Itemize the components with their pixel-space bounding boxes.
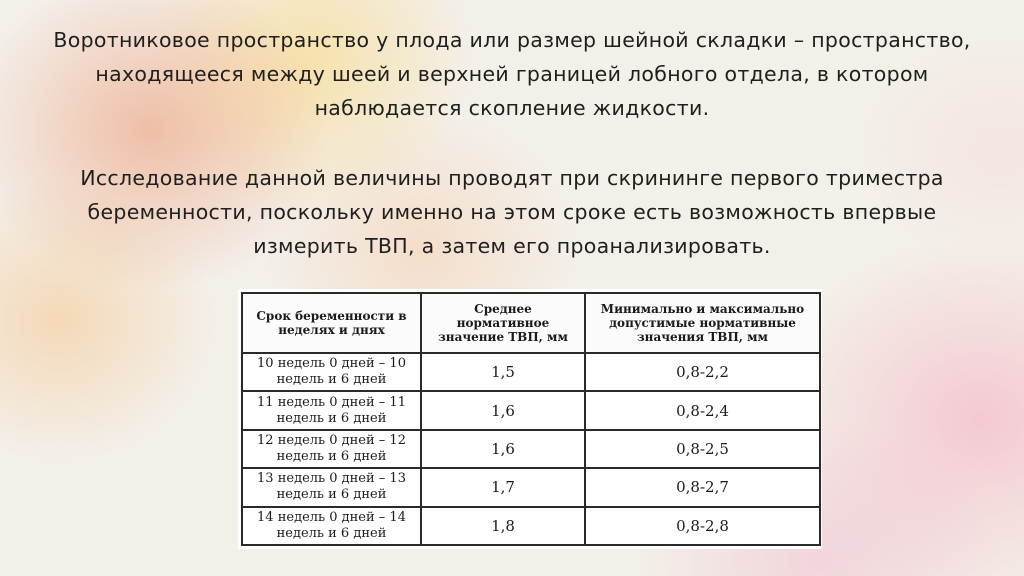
cell-range: 0,8-2,8 bbox=[585, 507, 820, 545]
screening-paragraph: Исследование данной величины проводят при скрининге первого триместра беременности, поскольку именно на этом сроке есть возможность впервые измерить ТВП, а затем его проанализировать. bbox=[80, 166, 944, 258]
cell-mean: 1,8 bbox=[421, 507, 585, 545]
cell-range: 0,8-2,7 bbox=[585, 468, 820, 506]
cell-term: 14 недель 0 дней – 14 недель и 6 дней bbox=[242, 507, 421, 545]
cell-term: 12 недель 0 дней – 12 недель и 6 дней bbox=[242, 430, 421, 468]
header-mean: Среднее нормативное значение ТВП, мм bbox=[421, 293, 585, 353]
cell-range: 0,8-2,2 bbox=[585, 353, 820, 391]
cell-mean: 1,5 bbox=[421, 353, 585, 391]
intro-paragraph: Воротниковое пространство у плода или размер шейной складки – пространство, находящееся между шеей и верхней границей лобного отдела, в котором наблюдается скопление жидкости. bbox=[53, 28, 971, 120]
cell-term: 13 недель 0 дней – 13 недель и 6 дней bbox=[242, 468, 421, 506]
cell-term: 10 недель 0 дней – 10 недель и 6 дней bbox=[242, 353, 421, 391]
cell-mean: 1,6 bbox=[421, 391, 585, 429]
table-row bbox=[242, 430, 820, 468]
nt-norms-table bbox=[241, 292, 821, 546]
cell-term: 11 недель 0 дней – 11 недель и 6 дней bbox=[242, 391, 421, 429]
table-row bbox=[242, 507, 820, 545]
cell-mean: 1,6 bbox=[421, 430, 585, 468]
cell-range: 0,8-2,4 bbox=[585, 391, 820, 429]
header-term: Срок беременности в неделях и днях bbox=[242, 293, 421, 353]
table-row bbox=[242, 468, 820, 506]
table-row bbox=[242, 353, 820, 391]
nt-norms-table-image bbox=[238, 289, 822, 549]
cell-range: 0,8-2,5 bbox=[585, 430, 820, 468]
cell-mean: 1,7 bbox=[421, 468, 585, 506]
table-header-row bbox=[242, 293, 820, 353]
table-row bbox=[242, 391, 820, 429]
header-range: Минимально и максимально допустимые нормативные значения ТВП, мм bbox=[585, 293, 820, 353]
